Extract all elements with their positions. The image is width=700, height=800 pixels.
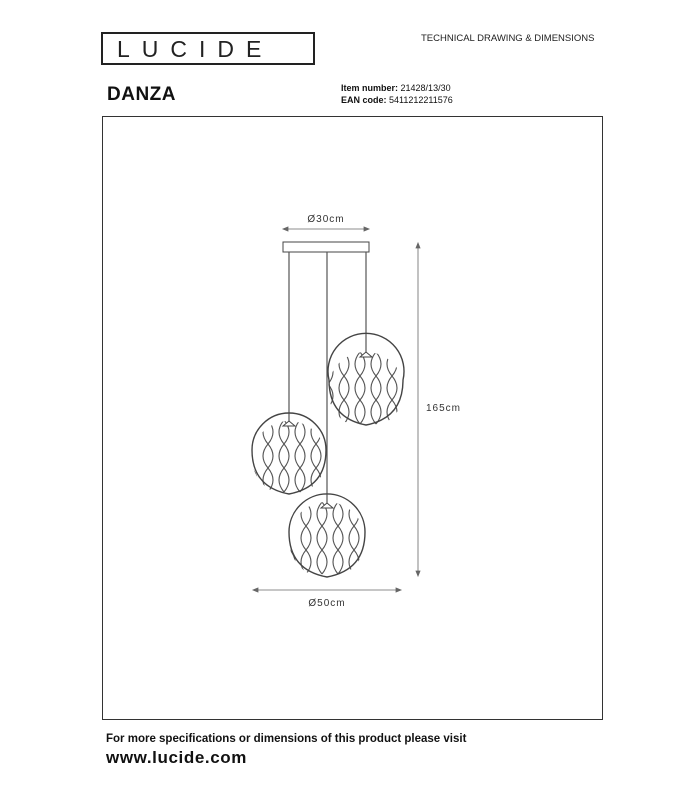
- brand-logo-text: LUCIDE: [117, 36, 274, 62]
- item-number-label: Item number:: [341, 83, 399, 93]
- website-link[interactable]: www.lucide.com: [106, 748, 247, 767]
- canopy-diameter-label: Ø30cm: [307, 214, 345, 225]
- document-type: TECHNICAL DRAWING & DIMENSIONS: [421, 33, 595, 44]
- dimension-canopy: [283, 227, 369, 231]
- product-name: DANZA: [107, 84, 176, 105]
- dimension-height: [416, 243, 420, 576]
- ean-label: EAN code:: [341, 95, 387, 105]
- ceiling-canopy: [283, 242, 369, 252]
- dimension-overall-width: [253, 588, 401, 592]
- ean-value: 5411212211576: [389, 95, 453, 105]
- shade-bottom-center: [285, 494, 365, 577]
- shade-upper-right: [323, 333, 404, 432]
- footer-note: For more specifications or dimensions of this product please visit: [106, 733, 467, 745]
- shade-middle-left: [247, 413, 326, 494]
- item-number-value: 21428/13/30: [400, 83, 451, 93]
- height-label: 165cm: [426, 403, 462, 414]
- overall-diameter-label: Ø50cm: [308, 598, 346, 609]
